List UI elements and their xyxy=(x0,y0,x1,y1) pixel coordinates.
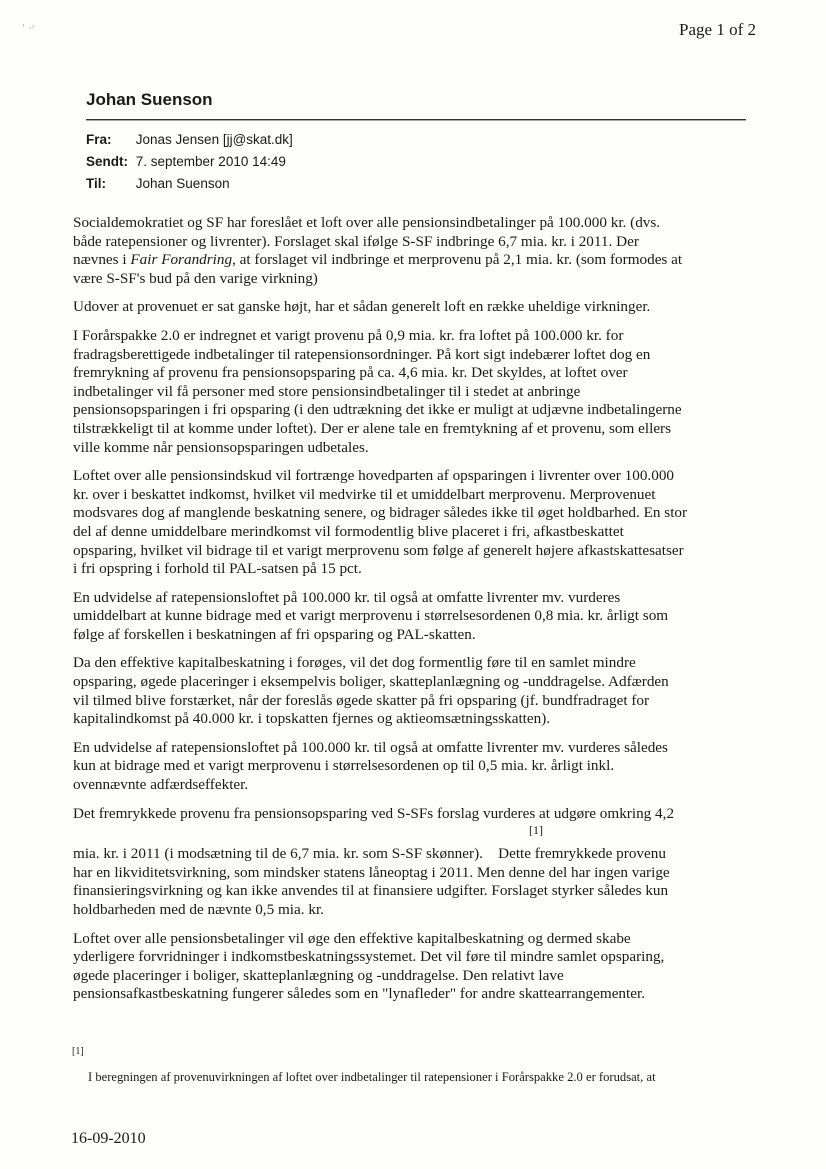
text-line: En udvidelse af ratepensionsloftet på 100.000 kr. til også at omfatte livrenter mv. vurderes xyxy=(73,588,621,606)
text-line: kr. over i beskattet indkomst, hvilket vil medvirke til et umiddelbart merprovenu. Merprovenuet xyxy=(73,485,656,503)
text-fragment: nævnes i xyxy=(73,251,131,269)
to-label: Til: xyxy=(86,176,106,191)
text-line: opsparing, øgede placeringer i eksempelvis boliger, skatteplanlægning og -unddragelse. Adfærden xyxy=(73,673,669,691)
text-line: ovennævnte adfærdseffekter. xyxy=(73,776,249,794)
text-line: finansieringsvirkning og kan ikke anvendes til at finansiere udgifter. Forslaget styrker således kun xyxy=(73,882,669,900)
from-value: Jonas Jensen [jj@skat.dk] xyxy=(135,132,293,147)
text-line: tilstrækkeligt til at komme under loftet). Der er alene tale en fremtykning af et provenu, som ellers xyxy=(73,419,672,437)
paragraph-9 xyxy=(73,845,743,919)
text-line: pensionsafkastbeskatning fungerer således som en "lynafleder" for andre skattearrangementer. xyxy=(73,985,646,1003)
text-line: opsparing, hvilket vil bidrage til et varigt merprovenu som følge af generelt højere afkastskattesatser xyxy=(73,541,684,559)
paragraph-6 xyxy=(73,654,743,728)
text-line: både ratepensioner og livrenter). Forslaget skal ifølge S-SF indbringe 6,7 mia. kr. i 2011. Der xyxy=(73,232,639,250)
to-row xyxy=(86,176,230,191)
text-fragment: , at forslaget vil indbringe et merprovenu på 2,1 mia. kr. (som formodes at xyxy=(232,251,683,269)
book-title: Fair Forandring xyxy=(130,251,233,269)
text-line: i fri opspring i forhold til PAL-satsen på 15 pct. xyxy=(73,560,362,578)
text-line: være S-SF's bud på den varige virkning) xyxy=(73,269,318,287)
text-line: modsvares dog af manglende beskatning senere, og bidrager således ikke til øget holdbarhed. En stor xyxy=(73,504,688,522)
footnote-text: I beregningen af provenuvirkningen af loftet over indbetalinger til ratepensioner i Forårspakke 2.0 er forudsat, at xyxy=(88,1070,656,1084)
paragraph-2 xyxy=(73,298,743,317)
text-line: følge af forskellen i beskatningen af fri opsparing og PAL-skatten. xyxy=(73,625,476,643)
page-number: Page 1 of 2 xyxy=(679,20,756,39)
from-label: Fra: xyxy=(86,132,112,147)
text-line: pensionsopsparingen i fri opsparing (i den udtrækning det ikke er muligt at udjævne indbetalingerne xyxy=(73,401,682,419)
paragraph-7 xyxy=(73,739,743,795)
text-line: Loftet over alle pensionsindskud vil fortrænge hovedparten af opsparingen i livrenter over 100.000 xyxy=(73,467,675,485)
text-line: fradragsberettigede indbetalinger til ratepensionsordninger. På kort sigt indebærer loftet dog en xyxy=(73,345,651,363)
text-line: En udvidelse af ratepensionsloftet på 100.000 kr. til også at omfatte livrenter mv. vurderes således xyxy=(73,738,668,756)
text-line: Det fremrykkede provenu fra pensionsopsparing ved S-SFs forslag vurderes at udgøre omkring 4,2 xyxy=(73,804,675,822)
text-line: fremrykning af provenu fra pensionsopsparing på ca. 4,6 mia. kr. Det skyldes, at loftet over xyxy=(73,364,628,382)
sender-name: Johan Suenson xyxy=(86,90,213,109)
text-line: ville komme når pensionsopsparingen udbetales. xyxy=(73,438,369,456)
text-line: umiddelbart at kunne bidrage med et varigt merprovenu i størrelsesordenen 0,8 mia. kr. årligt som xyxy=(73,607,669,625)
sent-value: 7. september 2010 14:49 xyxy=(135,154,286,169)
text-line: holdbarheden med de nævnte 0,5 mia. kr. xyxy=(73,901,324,918)
text-line: del af denne umiddelbare merindkomst vil formodentlig blive placeret i fri, afkastbeskattet xyxy=(73,522,624,540)
text-line: Da den effektive kapitalbeskatning i forøges, vil det dog formentlig føre til en samlet mindre xyxy=(73,654,636,672)
text-line: øgede placeringer i boliger, skatteplanlægning og -unddragelse. Den relativt lave xyxy=(73,966,564,984)
text-line: Socialdemokratiet og SF har foreslået et loft over alle pensionsindbetalinger på 100.000 kr. (dvs. xyxy=(73,214,661,231)
paragraph-5 xyxy=(73,589,743,645)
footnote-reference-link[interactable]: [1] xyxy=(529,823,543,838)
text-line: kapitalindkomst på 40.000 kr. i topskatten fjernes og aktieomsætningsskatten). xyxy=(73,710,551,728)
paragraph-8 xyxy=(73,805,743,824)
email-body xyxy=(73,214,743,1014)
from-row xyxy=(86,132,293,147)
paragraph-10 xyxy=(73,930,743,1004)
text-line: mia. kr. i 2011 (i modsætning til de 6,7 mia. kr. som S-SF skønner). Dette fremrykkede provenu xyxy=(73,845,666,863)
sent-row xyxy=(86,154,286,169)
text-line: Loftet over alle pensionsbetalinger vil øge den effektive kapitalbeskatning og dermed skabe xyxy=(73,929,631,947)
footer-date: 16-09-2010 xyxy=(71,1130,146,1147)
text-line: yderligere forvridninger i indkomstbeskatningssystemet. Det vil føre til mindre samlet opsparing, xyxy=(73,948,665,966)
text-line: kun at bidrage med et varigt merprovenu i størrelsesordenen op til 0,5 mia. kr. årligt inkl. xyxy=(73,757,615,775)
paragraph-3 xyxy=(73,327,743,457)
sent-label: Sendt: xyxy=(86,154,128,169)
paragraph-4 xyxy=(73,467,743,579)
text-line: I Forårspakke 2.0 er indregnet et varigt provenu på 0,9 mia. kr. fra loftet på 100.000 kr. for xyxy=(73,326,624,344)
paragraph-1 xyxy=(73,214,743,288)
footnote-marker: [1] xyxy=(72,1046,84,1057)
text-line: indbetalinger vil få personer med store pensionsindbetalinger til i stedet at anbringe xyxy=(73,382,581,400)
text-line: Udover at provenuet er sat ganske højt, har et sådan generelt loft en række uheldige virkninger. xyxy=(73,298,651,316)
text-line xyxy=(73,251,743,270)
to-value: Johan Suenson xyxy=(135,176,230,191)
header-divider xyxy=(86,119,746,121)
text-line: vil tilmed blive forstærket, når der foreslås øgede skatter på fri opsparing (jf. bundfradraget for xyxy=(73,691,650,709)
scan-mark: ' ·ʳ xyxy=(22,22,35,35)
text-line: har en likviditetsvirkning, som mindsker statens låneoptag i 2011. Men denne del har ingen varige xyxy=(73,863,670,881)
